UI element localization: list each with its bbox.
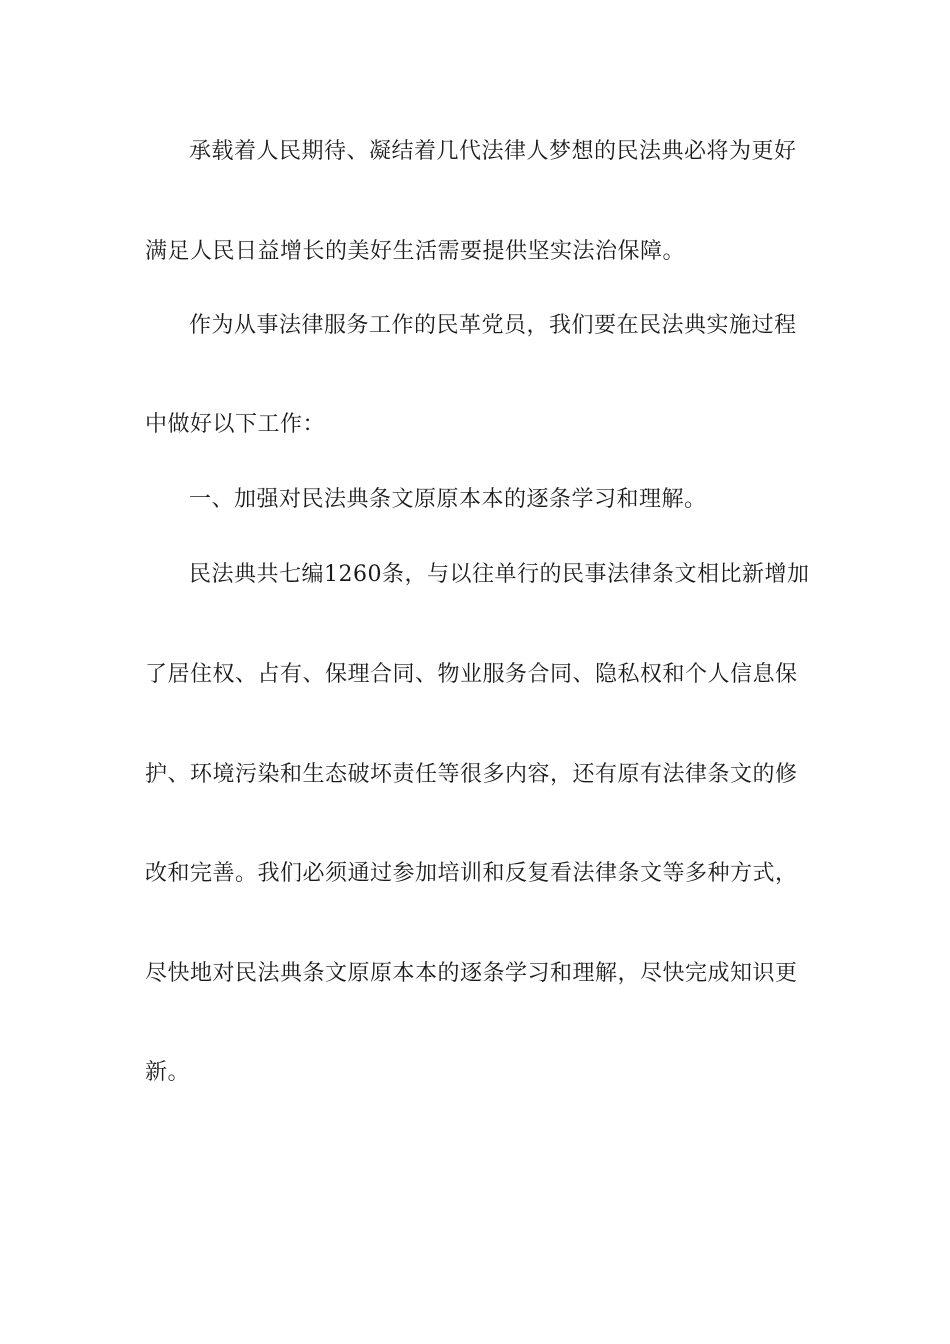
- paragraph-3-line-2: 了居住权、占有、保理合同、物业服务合同、隐私权和个人信息保: [145, 662, 798, 687]
- section-heading-1: 一、加强对民法典条文原原本本的逐条学习和理解。: [189, 487, 707, 512]
- paragraph-3-line-5: 尽快地对民法典条文原原本本的逐条学习和理解，尽快完成知识更: [145, 961, 798, 986]
- paragraph-2-line-1: 作为从事法律服务工作的民革党员，我们要在民法典实施过程: [189, 313, 797, 338]
- paragraph-1-line-1: 承载着人民期待、凝结着几代法律人梦想的民法典必将为更好: [189, 139, 797, 164]
- paragraph-3-line-1: 民法典共七编1260条，与以往单行的民事法律条文相比新增加: [189, 562, 810, 587]
- paragraph-3-line-4: 改和完善。我们必须通过参加培训和反复看法律条文等多种方式，: [145, 861, 798, 886]
- paragraph-2-line-2: 中做好以下工作：: [145, 412, 326, 437]
- paragraph-3-line-3: 护、环境污染和生态破坏责任等很多内容，还有原有法律条文的修: [145, 762, 798, 787]
- paragraph-1-line-2: 满足人民日益增长的美好生活需要提供坚实法治保障。: [145, 239, 686, 264]
- paragraph-3-line-6: 新。: [145, 1060, 191, 1085]
